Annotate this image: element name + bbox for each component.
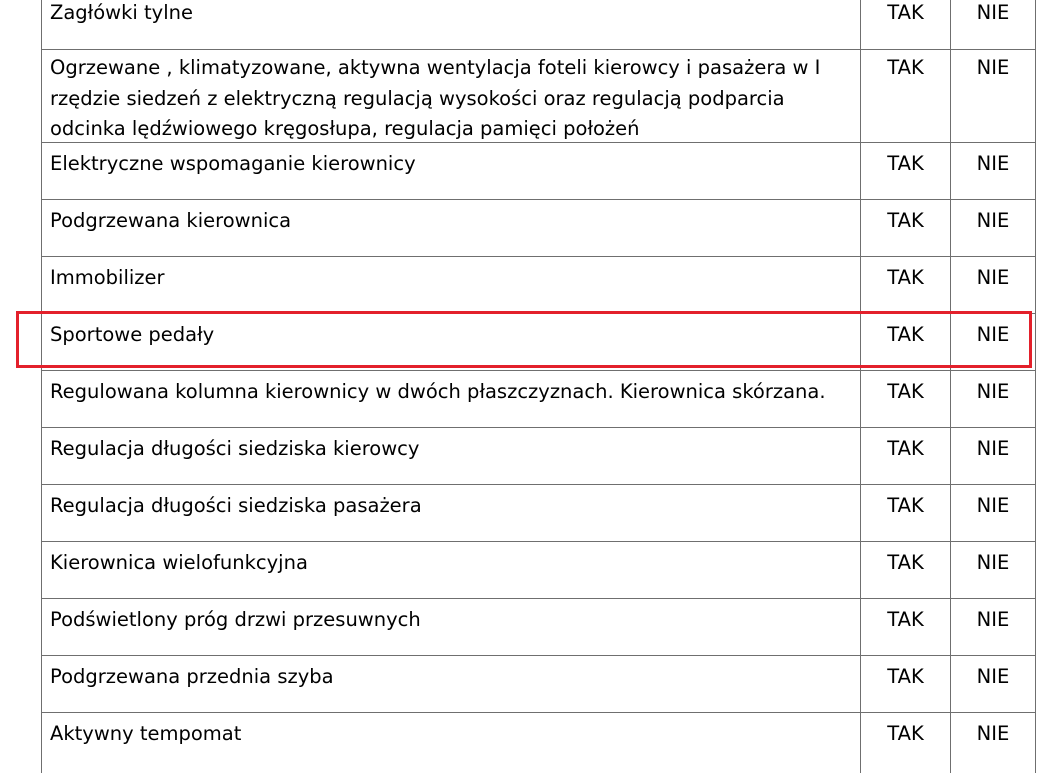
row-description: Immobilizer <box>42 257 861 313</box>
yes-option[interactable]: TAK <box>861 542 951 598</box>
row-description: Ogrzewane , klimatyzowane, aktywna wentylacja foteli kierowcy i pasażera w I rzędzie siedzeń z elektryczną regulacją wysokości oraz regulacją podparcia odcinka lędźwiowego kręgosłupa, regulacja pamięci położeń <box>42 50 861 142</box>
no-option[interactable]: NIE <box>951 50 1036 142</box>
yes-option[interactable]: TAK <box>861 599 951 655</box>
no-option[interactable]: NIE <box>951 542 1036 598</box>
row-description: Regulacja długości siedziska pasażera <box>42 485 861 541</box>
no-option[interactable]: NIE <box>951 656 1036 712</box>
table-row <box>42 257 1036 314</box>
yes-option[interactable]: TAK <box>861 200 951 256</box>
yes-option[interactable]: TAK <box>861 713 951 773</box>
row-description: Aktywny tempomat <box>42 713 861 773</box>
equipment-table <box>41 0 1036 773</box>
table-row <box>42 200 1036 257</box>
no-option[interactable]: NIE <box>951 371 1036 427</box>
row-description: Zagłówki tylne <box>42 0 861 49</box>
table-row <box>42 713 1036 773</box>
table-row <box>42 314 1036 371</box>
no-option[interactable]: NIE <box>951 713 1036 773</box>
row-description: Regulacja długości siedziska kierowcy <box>42 428 861 484</box>
no-option[interactable]: NIE <box>951 428 1036 484</box>
yes-option[interactable]: TAK <box>861 485 951 541</box>
table-row <box>42 428 1036 485</box>
no-option[interactable]: NIE <box>951 599 1036 655</box>
no-option[interactable]: NIE <box>951 0 1036 49</box>
row-description: Podgrzewana kierownica <box>42 200 861 256</box>
no-option[interactable]: NIE <box>951 485 1036 541</box>
table-row <box>42 371 1036 428</box>
yes-option[interactable]: TAK <box>861 0 951 49</box>
table-row <box>42 656 1036 713</box>
table-row <box>42 599 1036 656</box>
row-description: Podświetlony próg drzwi przesuwnych <box>42 599 861 655</box>
yes-option[interactable]: TAK <box>861 371 951 427</box>
yes-option[interactable]: TAK <box>861 50 951 142</box>
row-description: Regulowana kolumna kierownicy w dwóch płaszczyznach. Kierownica skórzana. <box>42 371 861 427</box>
yes-option[interactable]: TAK <box>861 428 951 484</box>
table-row <box>42 485 1036 542</box>
table-row <box>42 50 1036 143</box>
row-description: Podgrzewana przednia szyba <box>42 656 861 712</box>
row-description: Elektryczne wspomaganie kierownicy <box>42 143 861 199</box>
no-option[interactable]: NIE <box>951 314 1036 370</box>
yes-option[interactable]: TAK <box>861 314 951 370</box>
row-description: Sportowe pedały <box>42 314 861 370</box>
table-row <box>42 0 1036 50</box>
yes-option[interactable]: TAK <box>861 143 951 199</box>
table-row <box>42 542 1036 599</box>
no-option[interactable]: NIE <box>951 143 1036 199</box>
no-option[interactable]: NIE <box>951 257 1036 313</box>
no-option[interactable]: NIE <box>951 200 1036 256</box>
table-row <box>42 143 1036 200</box>
yes-option[interactable]: TAK <box>861 656 951 712</box>
row-description: Kierownica wielofunkcyjna <box>42 542 861 598</box>
yes-option[interactable]: TAK <box>861 257 951 313</box>
